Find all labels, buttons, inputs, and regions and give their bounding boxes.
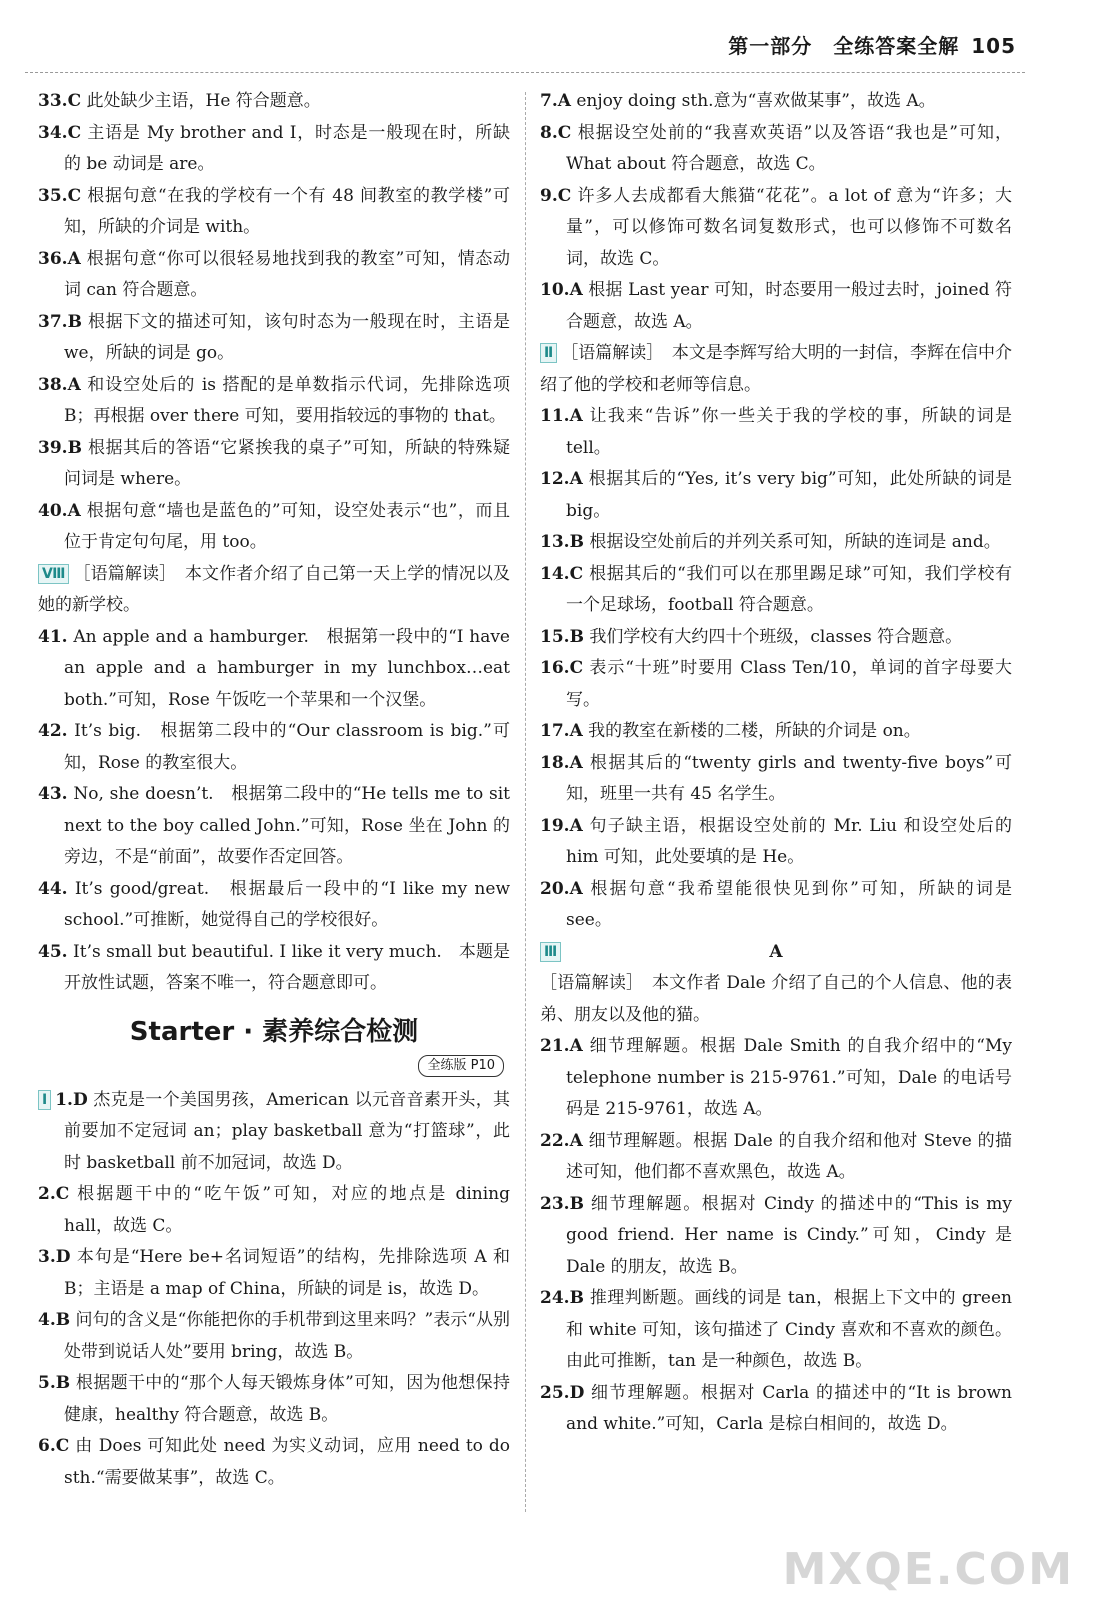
answer-number: 20.A [540,878,583,899]
answer-number: 37.B [38,311,82,332]
answer-item [38,716,510,779]
answer-explanation: 表示“十班”时要用 Class Ten/10，单词的首字母要大写。 [566,658,1013,710]
answer-item [38,1085,510,1180]
answer-number: 6.C [38,1436,70,1456]
right-column [540,86,1018,1441]
version-tag-label: 全练版 P10 [418,1055,504,1077]
answer-item [540,1031,1018,1126]
answer-explanation: 根据句意“在我的学校有一个有 48 间教室的教学楼”可知，所缺的介词是 with。 [64,185,510,237]
answer-item [38,496,510,559]
answer-number: 8.C [540,122,572,143]
answer-explanation: 根据下文的描述可知，该句时态为一般现在时，主语是 we，所缺的词是 go。 [64,311,516,363]
header-section: 第一部分 全练答案全解 [728,34,960,58]
answer-explanation: 推理判断题。画线的词是 tan，根据上下文中的 green 和 white 可知，该句描述了 Cindy 喜欢和不喜欢的颜色。由此可推断，tan 是一种颜色，故选 B。 [566,1288,1018,1371]
section-summary-text: ［语篇解读］ 本文是李辉写给大明的一封信，李辉在信中介绍了他的学校和老师等信息。 [540,343,1012,395]
answer-item [38,937,510,1000]
answer-item [540,874,1018,937]
answer-explanation: It’s good/great. 根据最后一段中的“I like my new school.”可推断，她觉得自己的学校很好。 [64,878,516,930]
answer-number: 18.A [540,752,583,773]
answer-number: 14.C [540,563,584,584]
starter-title: Starter · 素养综合检测 [129,1016,419,1047]
answer-number: 44. [38,878,68,899]
passage-letter: A [769,941,783,962]
answer-number: 38.A [38,374,81,395]
answer-explanation: 细节理解题。根据 Dale Smith 的自我介绍中的“My telephone number is 215-9761.”可知，Dale 的电话号码是 215-9761，故选 A。 [566,1036,1018,1119]
answer-item [38,1305,510,1368]
section-badge: Ⅱ [540,343,557,363]
answer-item [38,622,516,717]
answer-item [38,244,510,307]
answer-item [38,1179,516,1242]
answer-explanation: 根据句意“你可以很轻易地找到我的教室”可知，情态动词 can 符合题意。 [64,248,510,300]
answer-item [38,874,516,937]
section-summary-text: ［语篇解读］ 本文作者介绍了自己第一天上学的情况以及她的新学校。 [38,563,510,615]
section-3-summary: ［语篇解读］ 本文作者 Dale 介绍了自己的个人信息、他的表弟、朋友以及他的猫。 [540,973,1012,1025]
answer-number: 22.A [540,1130,583,1151]
answer-item [540,1126,1012,1189]
answer-list [540,86,1012,338]
answer-explanation: 根据 Last year 可知，时态要用一般过去时，joined 符合题意，故选 A。 [566,280,1012,332]
answer-explanation: 问句的含义是“你能把你的手机带到这里来吗？”表示“从别处带到说话人处”要用 bring，故选 B。 [64,1310,510,1362]
answer-item [38,181,510,244]
answer-explanation: It’s small but beautiful. I like it very much. 本题是开放性试题，答案不唯一，符合题意即可。 [64,941,511,993]
answer-number: 17.A [540,721,583,741]
answer-item [540,181,1012,276]
answer-explanation: enjoy doing sth.意为“喜欢做某事”，故选 A。 [576,91,936,111]
answer-explanation: 许多人去成都看大熊猫“花花”。a lot of 意为“许多；大量”，可以修饰可数名词复数形式，也可以修饰不可数名词，故选 C。 [566,185,1013,269]
answer-explanation: 本句是“Here be+名词短语”的结构，先排除选项 A 和 B；主语是 a map of China，所缺的词是 is，故选 D。 [64,1247,516,1299]
answer-number: 34.C [38,122,82,143]
answer-number: 15.B [540,626,584,647]
watermark: MXQE.COM [782,1544,1074,1595]
answer-number: 10.A [540,280,583,300]
answer-item [38,86,510,118]
answer-item [540,1283,1018,1378]
section-badge: Ⅲ [540,942,561,962]
answer-explanation: 根据设空处前后的并列关系可知，所缺的连词是 and。 [589,532,1001,552]
answer-number: 36.A [38,248,81,269]
answer-item [38,1242,516,1305]
answer-item [540,653,1012,716]
answer-number: 7.A [540,91,571,111]
answer-explanation: 由 Does 可知此处 need 为实义动词，应用 need to do sth.“需要做某事”，故选 C。 [64,1436,516,1488]
section-8-summary [38,559,510,622]
answer-explanation: It’s big. 根据第二段中的“Our classroom is big.”可知，Rose 的教室很大。 [64,721,510,773]
answer-explanation: 根据句意“墙也是蓝色的”可知，设空处表示“也”，而且位于肯定句句尾，用 too。 [64,500,510,552]
answer-number: 21.A [540,1036,583,1056]
answer-explanation: 此处缺少主语，He 符合题意。 [86,91,321,111]
answer-explanation: 根据其后的“Yes, it’s very big”可知，此处所缺的词是 big。 [566,469,1018,521]
answer-explanation: 根据设空处前的“我喜欢英语”以及答语“我也是”可知，What about 符合题意，故选 C。 [566,122,1013,174]
answer-number: 35.C [38,185,82,206]
answer-item [540,464,1018,527]
answer-explanation: 根据题干中的“吃午饭”可知，对应的地点是 dining hall，故选 C。 [64,1184,516,1236]
answer-item [38,307,516,370]
answer-number: 45. [38,941,68,962]
answer-number: 5.B [38,1373,71,1393]
answer-item [540,716,1012,748]
answer-item [540,559,1012,622]
answer-number: 2.C [38,1184,70,1204]
answer-explanation: No, she doesn’t. 根据第二段中的“He tells me to sit next to the boy called John.”可知，Rose 坐在 John 的旁边，不是“前面”，故要作否定回答。 [64,784,516,867]
answer-item [540,275,1012,338]
version-tag [38,1054,504,1077]
answer-explanation: 根据其后的答语“它紧挨我的桌子”可知，所缺的特殊疑问词是 where。 [64,437,510,489]
answer-item [540,811,1018,874]
answer-item [38,370,516,433]
answer-number: 3.D [38,1247,71,1267]
section-2-summary [540,338,1012,401]
answer-number: 42. [38,721,68,741]
answer-item [540,748,1012,811]
left-column [38,86,516,1494]
answer-number: 9.C [540,185,572,206]
answer-list [38,1085,516,1495]
answer-explanation: 主语是 My brother and I，时态是一般现在时，所缺的 be 动词是 are。 [64,122,510,174]
answer-explanation: 细节理解题。根据对 Cindy 的描述中的“This is my good friend. Her name is Cindy.”可知，Cindy 是 Dale 的朋友，故选 B。 [566,1193,1018,1277]
answer-item [38,779,516,874]
answer-number: 13.B [540,532,584,552]
page-header [728,30,1016,59]
answer-number: 24.B [540,1288,584,1308]
page-number: 105 [971,34,1016,58]
answer-number: 1.D [55,1089,88,1110]
answer-item [540,401,1018,464]
answer-number: 43. [38,784,68,804]
answer-item [540,118,1012,181]
answer-number: 41. [38,626,68,647]
answer-item [540,1189,1018,1284]
answer-item [38,1368,510,1431]
answer-item [38,118,510,181]
answer-number: 16.C [540,658,584,678]
answer-item [540,622,1012,654]
answer-explanation: 句子缺主语，根据设空处前的 Mr. Liu 和设空处后的 him 可知，此处要填的是 He。 [566,815,1018,867]
section-badge: Ⅰ [38,1090,51,1110]
answer-explanation: 杰克是一个美国男孩，American 以元音音素开头，其前要加不定冠词 an；play basketball 意为“打篮球”，此时 basketball 前不加冠词，故选 D。 [64,1089,511,1173]
answer-explanation: 根据其后的“twenty girls and twenty-five boys”可知，班里一共有 45 名学生。 [566,752,1012,804]
answer-item [540,1378,1018,1441]
answer-number: 25.D [540,1382,585,1403]
answer-number: 11.A [540,406,583,426]
answer-explanation: 我们学校有大约四十个班级，classes 符合题意。 [589,626,963,647]
answer-explanation: 我的教室在新楼的二楼，所缺的介词是 on。 [588,721,921,741]
answer-number: 33.C [38,91,82,111]
answer-explanation: 和设空处后的 is 搭配的是单数指示代词，先排除选项 B；再根据 over there 可知，要用指较远的事物的 that。 [64,374,516,426]
header-divider [25,72,1025,73]
column-divider [525,92,526,1512]
answer-item [540,86,1012,118]
answer-explanation: 让我来“告诉”你一些关于我的学校的事，所缺的词是 tell。 [566,406,1018,458]
answer-list [540,401,1018,937]
answer-explanation: 根据其后的“我们可以在那里踢足球”可知，我们学校有一个足球场，football 符合题意。 [566,563,1012,615]
answer-list [540,1031,1018,1441]
answer-number: 40.A [38,500,81,521]
answer-explanation: 细节理解题。根据 Dale 的自我介绍和他对 Steve 的描述可知，他们都不喜欢黑色，故选 A。 [566,1130,1012,1182]
answer-explanation: 根据句意“我希望能很快见到你”可知，所缺的词是 see。 [566,878,1018,930]
answer-item [540,527,1012,559]
answer-list [38,622,516,1000]
answer-item [38,433,510,496]
answer-explanation: 细节理解题。根据对 Carla 的描述中的“It is brown and white.”可知，Carla 是棕白相间的，故选 D。 [566,1382,1018,1434]
answer-explanation: An apple and a hamburger. 根据第一段中的“I have an apple and a hamburger in my lunchbox…eat both.”可知，Rose 午饭吃一个苹果和一个汉堡。 [64,626,516,710]
answer-number: 12.A [540,469,583,489]
answer-list [38,86,516,559]
answer-explanation: 根据题干中的“那个人每天锻炼身体”可知，因为他想保持健康，healthy 符合题意，故选 B。 [64,1373,511,1425]
answer-number: 4.B [38,1310,71,1330]
section-badge: Ⅷ [38,564,69,584]
answer-number: 39.B [38,437,82,458]
answer-item [38,1431,516,1494]
answer-number: 19.A [540,815,583,836]
answer-number: 23.B [540,1193,584,1214]
